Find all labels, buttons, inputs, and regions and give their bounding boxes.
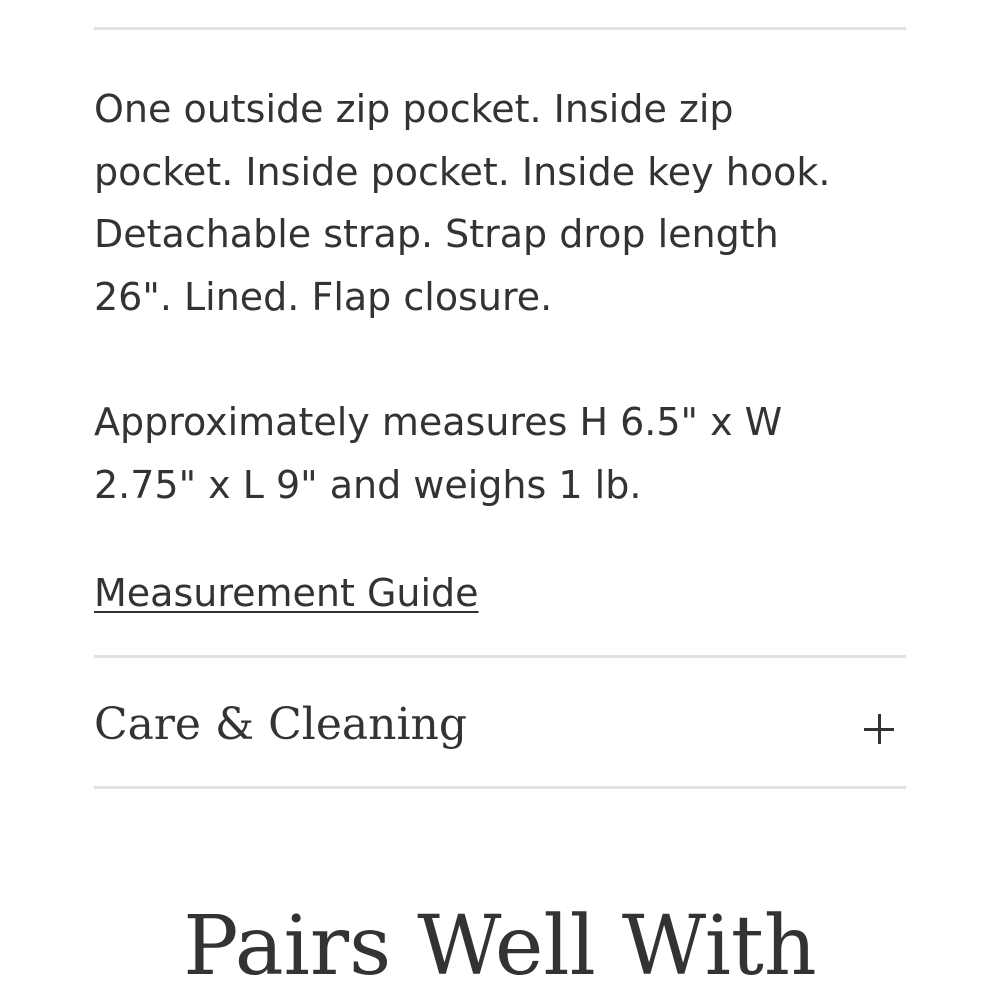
plus-icon[interactable]	[864, 714, 894, 744]
divider	[94, 786, 906, 789]
pairs-well-with-heading: Pairs Well With	[183, 899, 817, 994]
care-cleaning-accordion-toggle[interactable]	[94, 658, 906, 786]
accordion-title: Care & Cleaning	[94, 699, 468, 750]
dimensions-line: Approximately measures H 6.5" x W	[94, 400, 783, 444]
dimensions-description	[94, 391, 906, 516]
features-line: 26". Lined. Flap closure.	[94, 274, 553, 319]
dimensions-line: 2.75" x L 9" and weighs 1 lb.	[94, 462, 642, 507]
features-description	[94, 78, 906, 328]
divider	[94, 27, 906, 30]
features-line: pocket. Inside pocket. Inside key hook.	[94, 149, 831, 194]
measurement-guide-link[interactable]: Measurement Guide	[94, 571, 479, 615]
features-line: One outside zip pocket. Inside zip	[94, 87, 734, 131]
features-line: Detachable strap. Strap drop length	[94, 212, 779, 256]
